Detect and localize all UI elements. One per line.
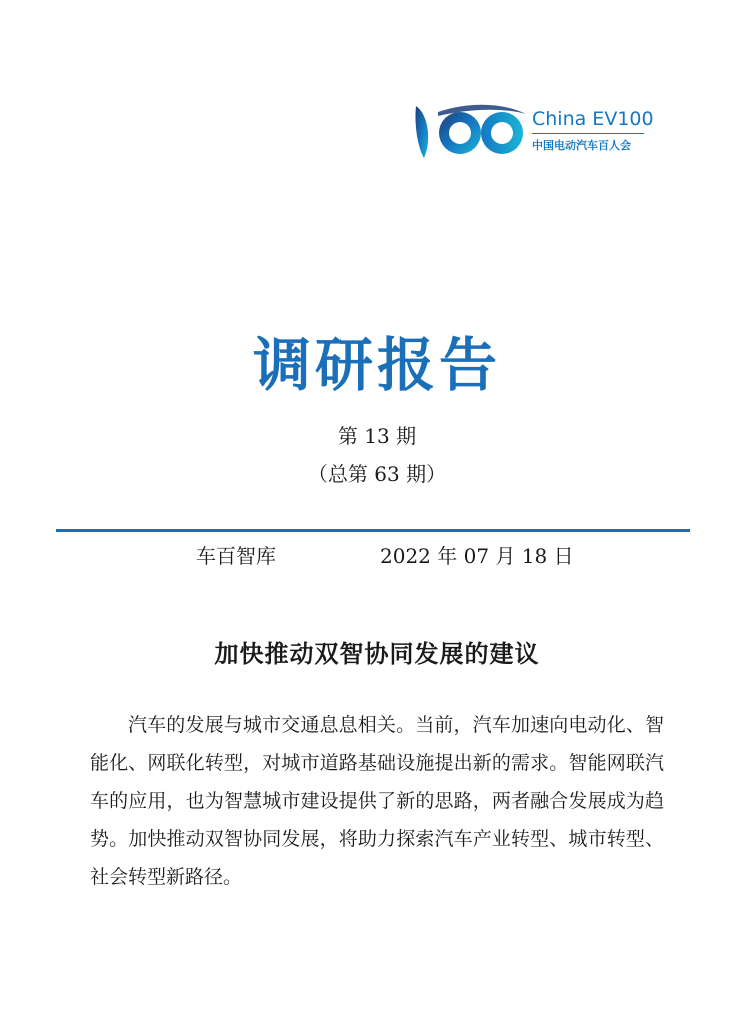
article-body: 汽车的发展与城市交通息息相关。当前，汽车加速向电动化、智能化、网联化转型，对城市道路基础设施提出新的需求。智能网联汽车的应用，也为智慧城市建设提供了新的思路，两者融合发展成为趋势。加快推动双智协同发展，将助力探索汽车产业转型、城市转型、社会转型新路径。 — [90, 714, 664, 888]
report-title: 调研报告 — [252, 331, 501, 399]
china-ev100-logo — [412, 100, 652, 164]
header-divider — [56, 529, 690, 532]
logo-subtitle: 中国电动汽车百人会 — [532, 139, 631, 152]
ev100-logo-icon — [412, 100, 528, 164]
publisher: 车百智库 — [196, 544, 276, 568]
publish-date: 2022 年 07 月 18 日 — [380, 544, 574, 568]
issue-number: 第 13 期 — [337, 424, 417, 448]
issue-total-number: （总第 63 期） — [307, 462, 447, 486]
article-title: 加快推动双智协同发展的建议 — [214, 639, 540, 668]
meta-row — [0, 540, 754, 570]
logo-divider — [532, 133, 644, 134]
logo-brand-text: China EV100 — [532, 108, 654, 130]
